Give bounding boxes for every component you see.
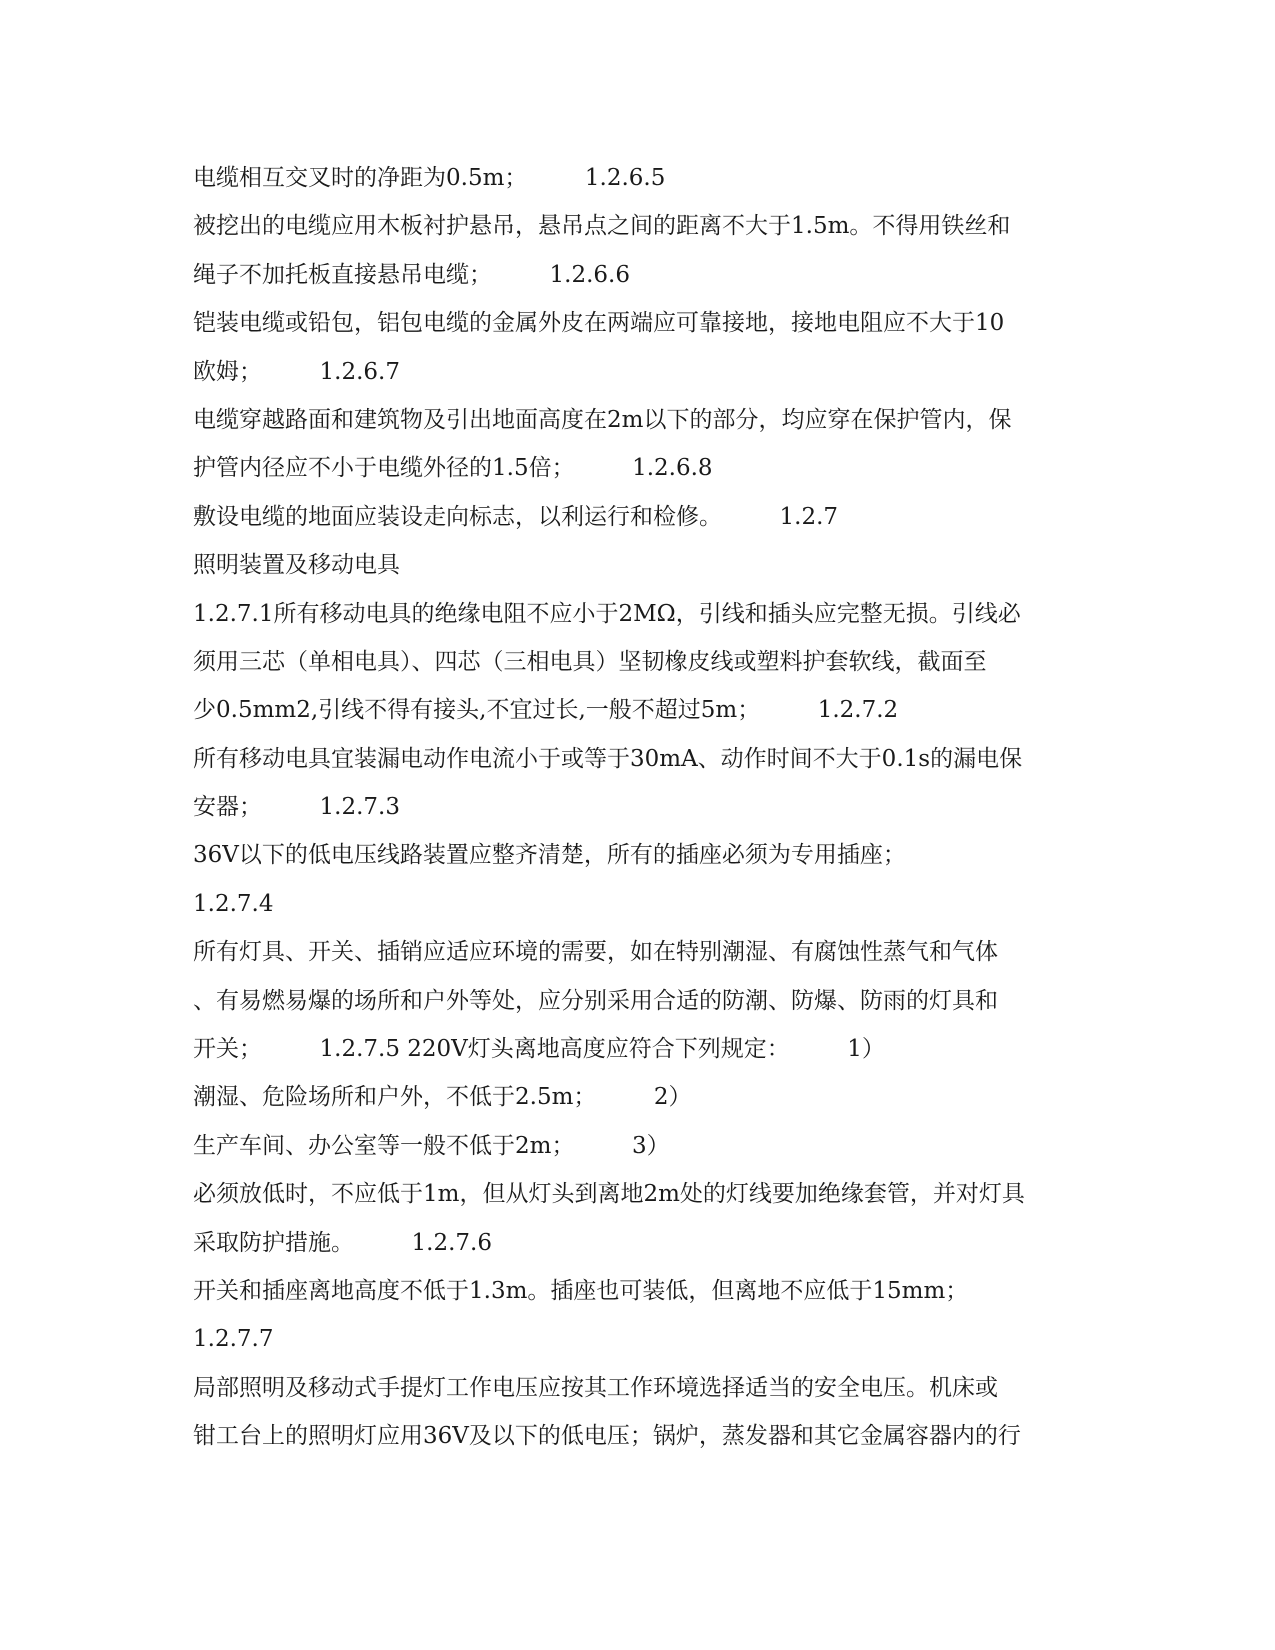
text-line: 、有易燃易爆的场所和户外等处，应分别采用合适的防潮、防爆、防雨的灯具和 [193, 987, 998, 1014]
text-line: 采取防护措施。 1.2.7.6 [193, 1229, 492, 1256]
section-heading: 照明装置及移动电具 [193, 552, 400, 579]
document-body [193, 154, 1093, 1461]
text-line: 开关； 1.2.7.5 220V灯头离地高度应符合下列规定： 1） [193, 1036, 885, 1063]
text-line: 敷设电缆的地面应装设走向标志，以利运行和检修。 1.2.7 [193, 503, 839, 530]
text-line: 1.2.7.1所有移动电具的绝缘电阻不应小于2MΩ，引线和插头应完整无损。引线必 [193, 600, 1021, 627]
text-line: 开关和插座离地高度不低于1.3m。插座也可装低，但离地不应低于15mm； [193, 1277, 969, 1304]
text-line: 1.2.7.4 [193, 890, 274, 917]
text-line: 被挖出的电缆应用木板衬护悬吊，悬吊点之间的距离不大于1.5m。不得用铁丝和 [193, 213, 1011, 240]
text-line: 局部照明及移动式手提灯工作电压应按其工作环境选择适当的安全电压。机床或 [193, 1374, 998, 1401]
text-line: 所有移动电具宜装漏电动作电流小于或等于30mA、动作时间不大于0.1s的漏电保 [193, 745, 1023, 772]
text-line: 须用三芯（单相电具）、四芯（三相电具）坚韧橡皮线或塑料护套软线，截面至 [193, 648, 987, 675]
text-line: 电缆相互交叉时的净距为0.5m； 1.2.6.5 [193, 165, 666, 191]
text-line: 欧姆； 1.2.6.7 [193, 358, 400, 385]
text-line: 所有灯具、开关、插销应适应环境的需要，如在特别潮湿、有腐蚀性蒸气和气体 [193, 939, 998, 966]
text-line: 钳工台上的照明灯应用36V及以下的低电压；锅炉，蒸发器和其它金属容器内的行 [193, 1423, 1021, 1450]
text-line: 必须放低时，不应低于1m，但从灯头到离地2m处的灯线要加绝缘套管，并对灯具 [193, 1181, 1025, 1208]
text-line: 安器； 1.2.7.3 [193, 794, 400, 821]
text-line: 少0.5mm2,引线不得有接头,不宜过长,一般不超过5m； 1.2.7.2 [193, 697, 899, 724]
text-line: 生产车间、办公室等一般不低于2m； 3） [193, 1132, 670, 1159]
text-line: 潮湿、危险场所和户外，不低于2.5m； 2） [193, 1084, 692, 1111]
text-line: 1.2.7.7 [193, 1326, 274, 1353]
text-line: 绳子不加托板直接悬吊电缆； 1.2.6.6 [193, 261, 630, 288]
text-line: 电缆穿越路面和建筑物及引出地面高度在2m以下的部分，均应穿在保护管内，保 [193, 406, 1012, 433]
text-line: 36V以下的低电压线路装置应整齐清楚，所有的插座必须为专用插座； [193, 842, 906, 869]
text-line: 护管内径应不小于电缆外径的1.5倍； 1.2.6.8 [193, 455, 713, 482]
text-line: 铠装电缆或铅包，铝包电缆的金属外皮在两端应可靠接地，接地电阻应不大于10 [193, 310, 1005, 337]
